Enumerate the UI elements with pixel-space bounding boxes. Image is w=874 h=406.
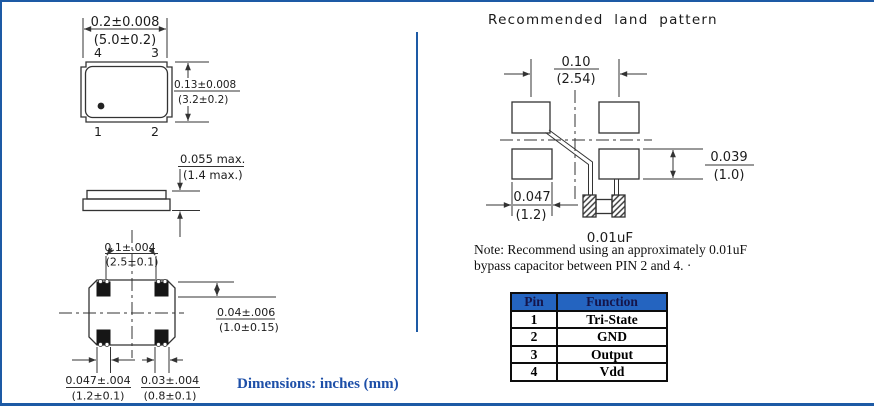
dim-pad-height-mm: (1.0±0.15) bbox=[219, 321, 279, 334]
land-pad-4 bbox=[599, 149, 639, 179]
dim-pad2-width-mm: (0.8±0.1) bbox=[143, 389, 197, 403]
dim-pitch-inches: 0.1±.004 bbox=[104, 241, 156, 254]
note-line-1: Note: Recommend using an approximately 0.01uF bbox=[474, 242, 747, 257]
pin-number: 3 bbox=[511, 346, 557, 364]
pin-number: 2 bbox=[511, 328, 557, 346]
dim-lp-pad-height-inches: 0.039 bbox=[710, 150, 748, 165]
dim-width-inches: 0.2±0.008 bbox=[90, 15, 160, 30]
capacitor-body bbox=[596, 200, 612, 214]
dim-lp-pad-width-mm: (1.2) bbox=[515, 208, 547, 223]
dim-lp-pitch-inches: 0.10 bbox=[561, 55, 591, 70]
pin-function-table bbox=[510, 292, 668, 382]
land-pad-3 bbox=[512, 149, 552, 179]
land-pad-1 bbox=[512, 102, 550, 133]
dim-lp-pad-height-mm: (1.0) bbox=[713, 168, 745, 183]
table-header-row bbox=[511, 293, 667, 311]
dim-width-mm: (5.0±0.2) bbox=[93, 33, 157, 48]
pin-label-4: 4 bbox=[94, 45, 102, 60]
function-column-header: Function bbox=[557, 293, 667, 311]
pin-function: GND bbox=[557, 328, 667, 346]
dim-thickness-mm: (1.4 max.) bbox=[183, 168, 243, 182]
table-row bbox=[511, 311, 667, 329]
dim-pitch-mm: (2.5±0.1) bbox=[105, 255, 159, 269]
dim-pad2-width-inches: 0.03±.004 bbox=[140, 374, 200, 387]
pin1-marker-dot bbox=[98, 103, 105, 110]
capacitor-value-label: 0.01uF bbox=[586, 230, 634, 246]
land-pad-2 bbox=[599, 102, 639, 133]
capacitor-terminal-left bbox=[583, 195, 596, 217]
pin-column-header: Pin bbox=[511, 293, 557, 311]
capacitor-terminal-right bbox=[612, 195, 625, 217]
side-view bbox=[83, 152, 245, 237]
pin-function: Tri-State bbox=[557, 311, 667, 329]
dim-lp-pitch-mm: (2.54) bbox=[556, 72, 596, 87]
pin-label-2: 2 bbox=[151, 124, 159, 139]
land-pattern-title: Recommended land pattern bbox=[488, 12, 718, 28]
pin-label-3: 3 bbox=[151, 45, 159, 60]
note-line-2: bypass capacitor between PIN 2 and 4. · bbox=[474, 257, 692, 273]
dim-pad-height-inches: 0.04±.006 bbox=[217, 306, 276, 319]
land-pattern-drawing bbox=[486, 55, 754, 246]
pin-function: Output bbox=[557, 346, 667, 364]
package-lid bbox=[87, 191, 166, 200]
table-row bbox=[511, 328, 667, 346]
table-row bbox=[511, 363, 667, 381]
table-row bbox=[511, 346, 667, 364]
top-view bbox=[81, 15, 240, 139]
dim-pad1-width-mm: (1.2±0.1) bbox=[71, 389, 125, 403]
dim-thickness-inches: 0.055 max. bbox=[180, 152, 246, 166]
drawing-canvas bbox=[2, 2, 874, 406]
pin-label-1: 1 bbox=[94, 124, 102, 139]
dim-height-mm: (3.2±0.2) bbox=[178, 94, 229, 106]
package-body bbox=[86, 67, 168, 118]
pin-function: Vdd bbox=[557, 363, 667, 381]
pin-number: 4 bbox=[511, 363, 557, 381]
pin-number: 1 bbox=[511, 311, 557, 329]
dimensions-units-caption: Dimensions: inches (mm) bbox=[237, 376, 399, 392]
package-outline bbox=[81, 62, 172, 122]
bypass-capacitor-note bbox=[474, 242, 774, 273]
package-base bbox=[83, 199, 170, 211]
dim-pad1-width-inches: 0.047±.004 bbox=[65, 374, 131, 387]
dim-height-inches: 0.13±0.008 bbox=[174, 79, 237, 91]
dim-lp-pad-width-inches: 0.047 bbox=[513, 190, 551, 205]
